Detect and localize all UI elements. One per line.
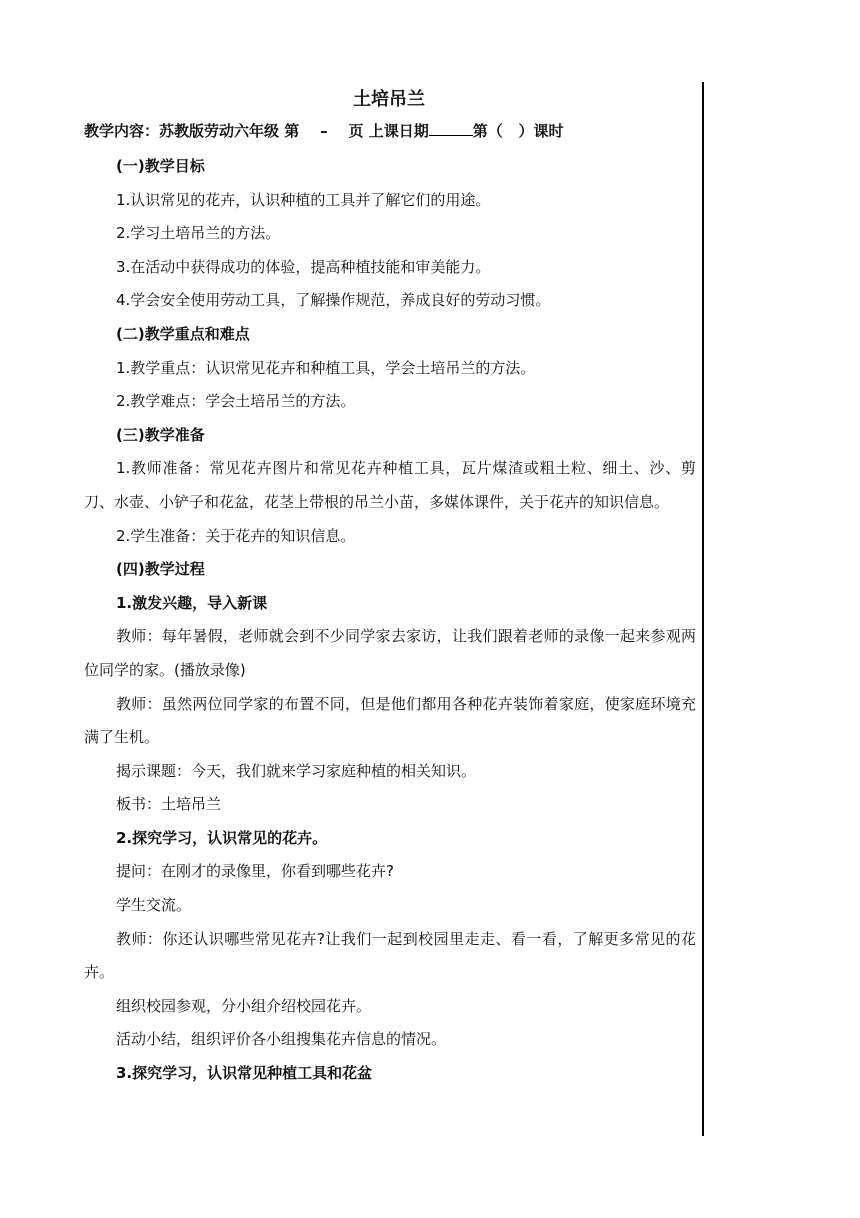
- body-paragraph: 提问：在刚才的录像里，你看到哪些花卉?: [116, 862, 394, 881]
- body-paragraph: 教师：虽然两位同学家的布置不同，但是他们都用各种花卉装饰着家庭，使家庭环境充满了生机。: [84, 694, 696, 747]
- body-paragraph: 教师：每年暑假，老师就会到不少同学家去家访，让我们跟着老师的录像一起来参观两位同学的家。(播放录像): [84, 627, 696, 679]
- section-heading: 1.激发兴趣，导入新课: [116, 593, 268, 612]
- page-date-label: 页 上课日期: [348, 122, 429, 140]
- body-paragraph: 活动小结，组织评价各小组搜集花卉信息的情况。: [116, 1030, 447, 1049]
- section-heading: (三)教学准备: [116, 425, 205, 444]
- lesson-suffix: ）课时: [518, 122, 564, 140]
- body-paragraph: 学生交流。: [116, 896, 192, 915]
- section-heading: (二)教学重点和难点: [116, 324, 250, 343]
- section-heading: (四)教学过程: [116, 560, 205, 579]
- section-heading: 2.探究学习，认识常见的花卉。: [116, 828, 328, 847]
- body-paragraph: 组织校园参观，分小组介绍校园花卉。: [116, 996, 372, 1015]
- body-paragraph: 1.教师准备：常见花卉图片和常见花卉种植工具，瓦片煤渣或粗土粒、细土、沙、剪刀、水壶、小铲子和花盆，花茎上带根的吊兰小苗，多媒体课件，关于花卉的知识信息。: [84, 459, 696, 511]
- lesson-prefix: 第（: [472, 122, 503, 140]
- margin-vertical-rule: [702, 82, 704, 1136]
- section-heading: 3.探究学习，认识常见种植工具和花盆: [116, 1064, 373, 1083]
- body-paragraph: 揭示课题：今天，我们就来学习家庭种植的相关知识。: [116, 761, 477, 780]
- body-paragraph: 2.教学难点：学会土培吊兰的方法。: [116, 392, 356, 411]
- body-paragraph: 教师：你还认识哪些常见花卉?让我们一起到校园里走走、看一看，了解更多常见的花卉。: [84, 929, 696, 982]
- body-paragraph: 1.教学重点：认识常见花卉和种植工具，学会土培吊兰的方法。: [116, 358, 536, 377]
- section-heading: (一)教学目标: [116, 157, 205, 175]
- date-blank: [429, 119, 473, 136]
- page-dash: –: [320, 122, 328, 140]
- document-body: [84, 150, 696, 1091]
- body-paragraph: 2.学生准备：关于花卉的知识信息。: [116, 526, 356, 545]
- body-paragraph: 1.认识常见的花卉，认识种植的工具并了解它们的用途。: [116, 190, 491, 209]
- lesson-meta-line: [84, 119, 696, 142]
- body-paragraph: 2.学习土培吊兰的方法。: [116, 224, 281, 243]
- body-paragraph: 3.在活动中获得成功的体验，提高种植技能和审美能力。: [116, 257, 491, 276]
- document-title: 土培吊兰: [353, 89, 425, 110]
- content-label: 教学内容：苏教版劳动六年级 第: [84, 122, 300, 140]
- body-paragraph: 板书：土培吊兰: [116, 795, 222, 814]
- body-paragraph: 4.学会安全使用劳动工具，了解操作规范，养成良好的劳动习惯。: [116, 291, 551, 310]
